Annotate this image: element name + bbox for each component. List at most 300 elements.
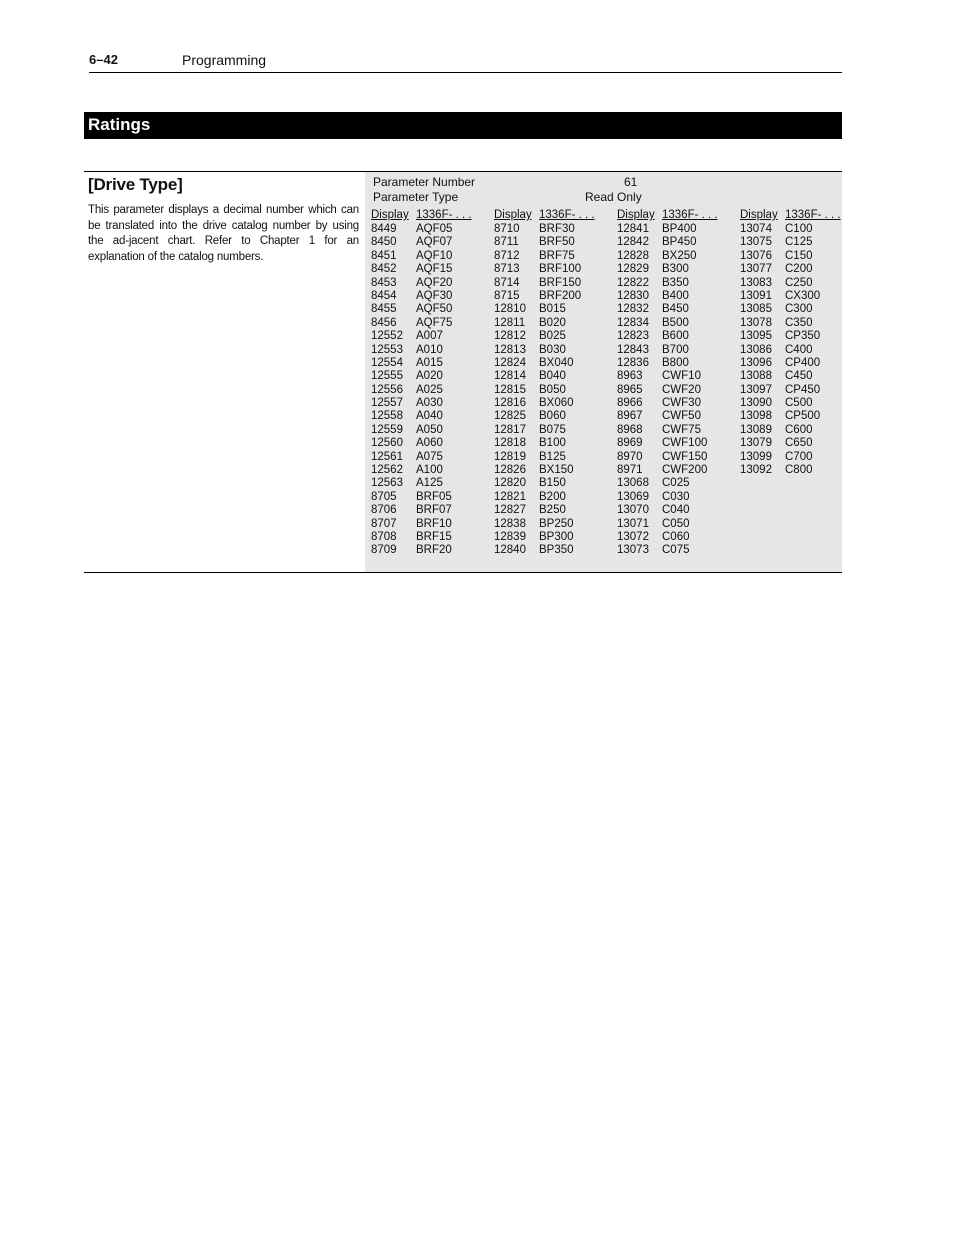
catalog-code: B100 (539, 437, 566, 450)
catalog-code: A015 (416, 356, 443, 369)
catalog-code: C050 (662, 517, 690, 530)
catalog-code: CWF200 (662, 464, 708, 477)
catalog-code: AQF20 (416, 276, 453, 289)
table-row (371, 451, 481, 464)
catalog-code: AQF75 (416, 316, 453, 329)
table-row (494, 437, 604, 450)
catalog-code: AQF07 (416, 236, 453, 249)
parameter-type-value: Read Only (585, 190, 642, 204)
catalog-code: BP250 (539, 517, 574, 530)
table-row (617, 277, 727, 290)
display-value: 8709 (371, 544, 397, 557)
table-row (371, 424, 481, 437)
parameter-description: This parameter displays a decimal number which can be translated into the drive catalog number by using the ad-jacent chart. Refer to Chapter 1 for an explanation of the catalog numbers. (88, 204, 359, 263)
catalog-code: BRF05 (416, 490, 452, 503)
catalog-code: B060 (539, 410, 566, 423)
table-row (494, 330, 604, 343)
table-row (617, 451, 727, 464)
catalog-code: AQF50 (416, 303, 453, 316)
display-value: 13076 (740, 249, 772, 262)
table-row (740, 384, 850, 397)
table-row (617, 464, 727, 477)
catalog-code: CWF150 (662, 450, 708, 463)
catalog-code: B125 (539, 450, 566, 463)
catalog-code: C350 (785, 316, 813, 329)
display-value: 8713 (494, 263, 520, 276)
table-row (494, 303, 604, 316)
table-row (371, 330, 481, 343)
display-value: 12816 (494, 397, 526, 410)
table-row (494, 236, 604, 249)
catalog-code: CP400 (785, 356, 821, 369)
display-value: 8967 (617, 410, 643, 423)
table-row (740, 464, 850, 477)
display-value: 8965 (617, 383, 643, 396)
catalog-column (494, 209, 604, 558)
catalog-code: B015 (539, 303, 566, 316)
display-value: 12811 (494, 316, 526, 329)
display-value: 12812 (494, 330, 526, 343)
catalog-code: B350 (662, 276, 689, 289)
catalog-code: B600 (662, 330, 689, 343)
display-value: 12814 (494, 370, 526, 383)
catalog-code: C450 (785, 370, 813, 383)
catalog-code: C125 (785, 236, 813, 249)
display-value: 12819 (494, 450, 526, 463)
display-value: 13095 (740, 330, 772, 343)
display-value: 13075 (740, 236, 772, 249)
display-value: 12840 (494, 544, 526, 557)
table-row (371, 317, 481, 330)
catalog-code: C600 (785, 423, 813, 436)
table-row (494, 531, 604, 544)
table-row (494, 504, 604, 517)
table-row (617, 504, 727, 517)
catalog-code: CWF30 (662, 397, 701, 410)
catalog-code: BP450 (662, 236, 697, 249)
table-row (617, 263, 727, 276)
table-row (494, 424, 604, 437)
catalog-code: CWF10 (662, 370, 701, 383)
display-value: 8966 (617, 397, 643, 410)
catalog-code: BP300 (539, 530, 574, 543)
catalog-code: BRF150 (539, 276, 582, 289)
catalog-code: BRF50 (539, 236, 575, 249)
catalog-code: B700 (662, 343, 689, 356)
table-row (740, 424, 850, 437)
catalog-code: A020 (416, 370, 443, 383)
display-value: 13089 (740, 423, 772, 436)
display-value: 8714 (494, 276, 520, 289)
display-value: 13090 (740, 397, 772, 410)
table-row (371, 410, 481, 423)
table-row (740, 303, 850, 316)
display-value: 13079 (740, 437, 772, 450)
table-row (617, 370, 727, 383)
display-value: 12555 (371, 370, 403, 383)
display-value: 12554 (371, 356, 403, 369)
catalog-header: 1336F- . . . (662, 209, 718, 221)
table-row (371, 344, 481, 357)
display-value: 13070 (617, 504, 649, 517)
display-value: 13086 (740, 343, 772, 356)
catalog-code: A040 (416, 410, 443, 423)
catalog-code: A007 (416, 330, 443, 343)
catalog-header: 1336F- . . . (539, 209, 595, 221)
display-value: 13069 (617, 490, 649, 503)
catalog-code: BP350 (539, 544, 574, 557)
column-header (494, 209, 604, 223)
table-row (494, 491, 604, 504)
display-value: 13099 (740, 450, 772, 463)
catalog-code: BX060 (539, 397, 574, 410)
table-row (617, 303, 727, 316)
parameter-details-panel (365, 172, 842, 572)
table-row (740, 437, 850, 450)
display-value: 12562 (371, 464, 403, 477)
catalog-code: BRF100 (539, 263, 582, 276)
parameter-title: [Drive Type] (88, 175, 183, 194)
display-value: 12563 (371, 477, 403, 490)
catalog-code: A025 (416, 383, 443, 396)
table-row (740, 410, 850, 423)
catalog-code: BX150 (539, 464, 574, 477)
display-value: 12810 (494, 303, 526, 316)
table-row (740, 370, 850, 383)
display-value: 13083 (740, 276, 772, 289)
column-header (617, 209, 727, 223)
display-value: 12559 (371, 423, 403, 436)
page-header (89, 52, 842, 73)
table-row (371, 518, 481, 531)
display-value: 13096 (740, 356, 772, 369)
display-value: 13068 (617, 477, 649, 490)
catalog-column (740, 209, 850, 477)
catalog-code: CP350 (785, 330, 821, 343)
display-value: 8453 (371, 276, 397, 289)
catalog-code: A030 (416, 397, 443, 410)
display-value: 12823 (617, 330, 649, 343)
display-value: 8969 (617, 437, 643, 450)
catalog-code: A060 (416, 437, 443, 450)
table-row (371, 504, 481, 517)
catalog-code: CP450 (785, 383, 821, 396)
display-value: 12557 (371, 397, 403, 410)
table-row (494, 464, 604, 477)
catalog-code: C250 (785, 276, 813, 289)
display-header: Display (371, 209, 409, 221)
display-value: 12829 (617, 263, 649, 276)
table-row (740, 263, 850, 276)
display-value: 12821 (494, 490, 526, 503)
catalog-code: B040 (539, 370, 566, 383)
table-row (740, 330, 850, 343)
catalog-code: B020 (539, 316, 566, 329)
catalog-code: AQF15 (416, 263, 453, 276)
display-value: 12817 (494, 423, 526, 436)
table-row (494, 518, 604, 531)
table-row (617, 410, 727, 423)
catalog-code: BRF15 (416, 530, 452, 543)
catalog-code: B200 (539, 490, 566, 503)
table-row (494, 317, 604, 330)
catalog-code: C100 (785, 223, 813, 235)
table-row (617, 290, 727, 303)
catalog-code: B450 (662, 303, 689, 316)
table-row (371, 250, 481, 263)
catalog-code: BRF75 (539, 249, 575, 262)
display-value: 8706 (371, 504, 397, 517)
display-value: 12820 (494, 477, 526, 490)
catalog-code: C500 (785, 397, 813, 410)
display-header: Display (617, 209, 655, 221)
catalog-code: C200 (785, 263, 813, 276)
display-value: 12560 (371, 437, 403, 450)
display-value: 13098 (740, 410, 772, 423)
table-row (740, 290, 850, 303)
display-value: 12553 (371, 343, 403, 356)
display-value: 12828 (617, 249, 649, 262)
display-value: 8707 (371, 517, 397, 530)
display-value: 8970 (617, 450, 643, 463)
catalog-code: B030 (539, 343, 566, 356)
display-value: 8708 (371, 530, 397, 543)
display-value: 12832 (617, 303, 649, 316)
display-value: 8705 (371, 490, 397, 503)
table-row (617, 491, 727, 504)
display-value: 8712 (494, 249, 520, 262)
display-value: 12556 (371, 383, 403, 396)
display-value: 12561 (371, 450, 403, 463)
table-row (371, 491, 481, 504)
chapter-name: Programming (182, 52, 267, 68)
catalog-code: C040 (662, 504, 690, 517)
display-value: 12838 (494, 517, 526, 530)
display-value: 12841 (617, 223, 649, 235)
table-row (740, 277, 850, 290)
table-row (740, 451, 850, 464)
table-row (494, 384, 604, 397)
table-row (371, 384, 481, 397)
table-row (494, 263, 604, 276)
catalog-code: BRF07 (416, 504, 452, 517)
catalog-code: C400 (785, 343, 813, 356)
catalog-code: C150 (785, 249, 813, 262)
catalog-code: CWF75 (662, 423, 701, 436)
table-row (617, 518, 727, 531)
catalog-code: AQF30 (416, 289, 453, 302)
table-row (494, 451, 604, 464)
display-value: 8710 (494, 223, 520, 235)
table-row (740, 223, 850, 236)
parameter-block (84, 171, 842, 573)
catalog-code: AQF05 (416, 223, 453, 235)
parameter-type-label: Parameter Type (373, 190, 459, 204)
table-row (617, 384, 727, 397)
display-value: 8455 (371, 303, 397, 316)
catalog-code: B075 (539, 423, 566, 436)
display-header: Display (740, 209, 778, 221)
catalog-code: C300 (785, 303, 813, 316)
table-row (494, 477, 604, 490)
display-value: 8451 (371, 249, 397, 262)
table-row (494, 370, 604, 383)
display-value: 8711 (494, 236, 519, 249)
display-value: 8968 (617, 423, 643, 436)
table-row (371, 357, 481, 370)
display-value: 13071 (617, 517, 649, 530)
table-row (371, 397, 481, 410)
catalog-code: B800 (662, 356, 689, 369)
catalog-code: CX300 (785, 289, 821, 302)
table-row (371, 370, 481, 383)
catalog-code: BX040 (539, 356, 574, 369)
column-header (371, 209, 481, 223)
display-value: 12843 (617, 343, 649, 356)
catalog-code: CP500 (785, 410, 821, 423)
section-title-bar (84, 112, 842, 139)
display-value: 12818 (494, 437, 526, 450)
catalog-code: B400 (662, 289, 689, 302)
catalog-code: BX250 (662, 249, 697, 262)
display-value: 13097 (740, 383, 772, 396)
table-row (371, 277, 481, 290)
display-value: 12813 (494, 343, 526, 356)
catalog-code: A125 (416, 477, 443, 490)
table-row (617, 544, 727, 557)
table-row (371, 223, 481, 236)
display-value: 12825 (494, 410, 526, 423)
table-row (371, 437, 481, 450)
table-row (494, 544, 604, 557)
display-value: 12824 (494, 356, 526, 369)
catalog-code: CWF100 (662, 437, 708, 450)
display-header: Display (494, 209, 532, 221)
table-row (617, 477, 727, 490)
catalog-code: B250 (539, 504, 566, 517)
catalog-code: A010 (416, 343, 443, 356)
table-row (740, 357, 850, 370)
display-value: 12552 (371, 330, 403, 343)
table-row (617, 250, 727, 263)
display-value: 13078 (740, 316, 772, 329)
table-row (371, 464, 481, 477)
display-value: 12822 (617, 276, 649, 289)
table-row (740, 250, 850, 263)
catalog-code: BRF20 (416, 544, 452, 557)
display-value: 12558 (371, 410, 403, 423)
catalog-code: B500 (662, 316, 689, 329)
catalog-code: B300 (662, 263, 689, 276)
display-value: 12815 (494, 383, 526, 396)
table-row (494, 277, 604, 290)
table-row (371, 290, 481, 303)
display-value: 13092 (740, 464, 772, 477)
catalog-code: BRF30 (539, 223, 575, 235)
table-row (617, 236, 727, 249)
catalog-code: C700 (785, 450, 813, 463)
table-row (617, 317, 727, 330)
display-value: 12834 (617, 316, 649, 329)
table-row (617, 223, 727, 236)
column-header (740, 209, 850, 223)
parameter-description-panel (84, 172, 365, 572)
catalog-code: A100 (416, 464, 443, 477)
catalog-code: A050 (416, 423, 443, 436)
catalog-code: BRF10 (416, 517, 452, 530)
parameter-number-label: Parameter Number (373, 175, 476, 189)
catalog-code: C800 (785, 464, 813, 477)
display-value: 12839 (494, 530, 526, 543)
table-row (494, 223, 604, 236)
table-row (494, 357, 604, 370)
catalog-code: C060 (662, 530, 690, 543)
table-row (371, 236, 481, 249)
display-value: 13072 (617, 530, 649, 543)
display-value: 8963 (617, 370, 643, 383)
catalog-column (617, 209, 727, 558)
table-row (494, 250, 604, 263)
display-value: 12830 (617, 289, 649, 302)
catalog-code: C650 (785, 437, 813, 450)
display-value: 13077 (740, 263, 772, 276)
display-value: 8971 (617, 464, 643, 477)
table-row (371, 303, 481, 316)
table-row (617, 531, 727, 544)
table-row (494, 344, 604, 357)
parameter-number-value: 61 (624, 175, 638, 189)
catalog-code: C025 (662, 477, 690, 490)
table-row (617, 330, 727, 343)
display-value: 12827 (494, 504, 526, 517)
table-row (371, 477, 481, 490)
catalog-code: CWF50 (662, 410, 701, 423)
display-value: 8715 (494, 289, 520, 302)
table-row (617, 344, 727, 357)
catalog-code: CWF20 (662, 383, 701, 396)
display-value: 8452 (371, 263, 397, 276)
table-row (617, 397, 727, 410)
display-value: 8449 (371, 223, 397, 235)
display-value: 8454 (371, 289, 397, 302)
catalog-code: B150 (539, 477, 566, 490)
display-value: 8456 (371, 316, 397, 329)
page-number: 6–42 (89, 52, 118, 67)
display-value: 8450 (371, 236, 397, 249)
catalog-code: A075 (416, 450, 443, 463)
display-value: 12826 (494, 464, 526, 477)
catalog-code: B025 (539, 330, 566, 343)
table-row (740, 397, 850, 410)
display-value: 13074 (740, 223, 772, 235)
table-row (740, 236, 850, 249)
catalog-code: BP400 (662, 223, 697, 235)
table-row (494, 397, 604, 410)
table-row (740, 344, 850, 357)
display-value: 12842 (617, 236, 649, 249)
catalog-code: AQF10 (416, 249, 453, 262)
table-row (371, 263, 481, 276)
table-row (617, 357, 727, 370)
catalog-code: C075 (662, 544, 690, 557)
display-value: 13088 (740, 370, 772, 383)
table-row (371, 531, 481, 544)
catalog-code: C030 (662, 490, 690, 503)
display-value: 13073 (617, 544, 649, 557)
table-row (617, 424, 727, 437)
catalog-code: BRF200 (539, 289, 582, 302)
section-title: Ratings (88, 115, 151, 134)
